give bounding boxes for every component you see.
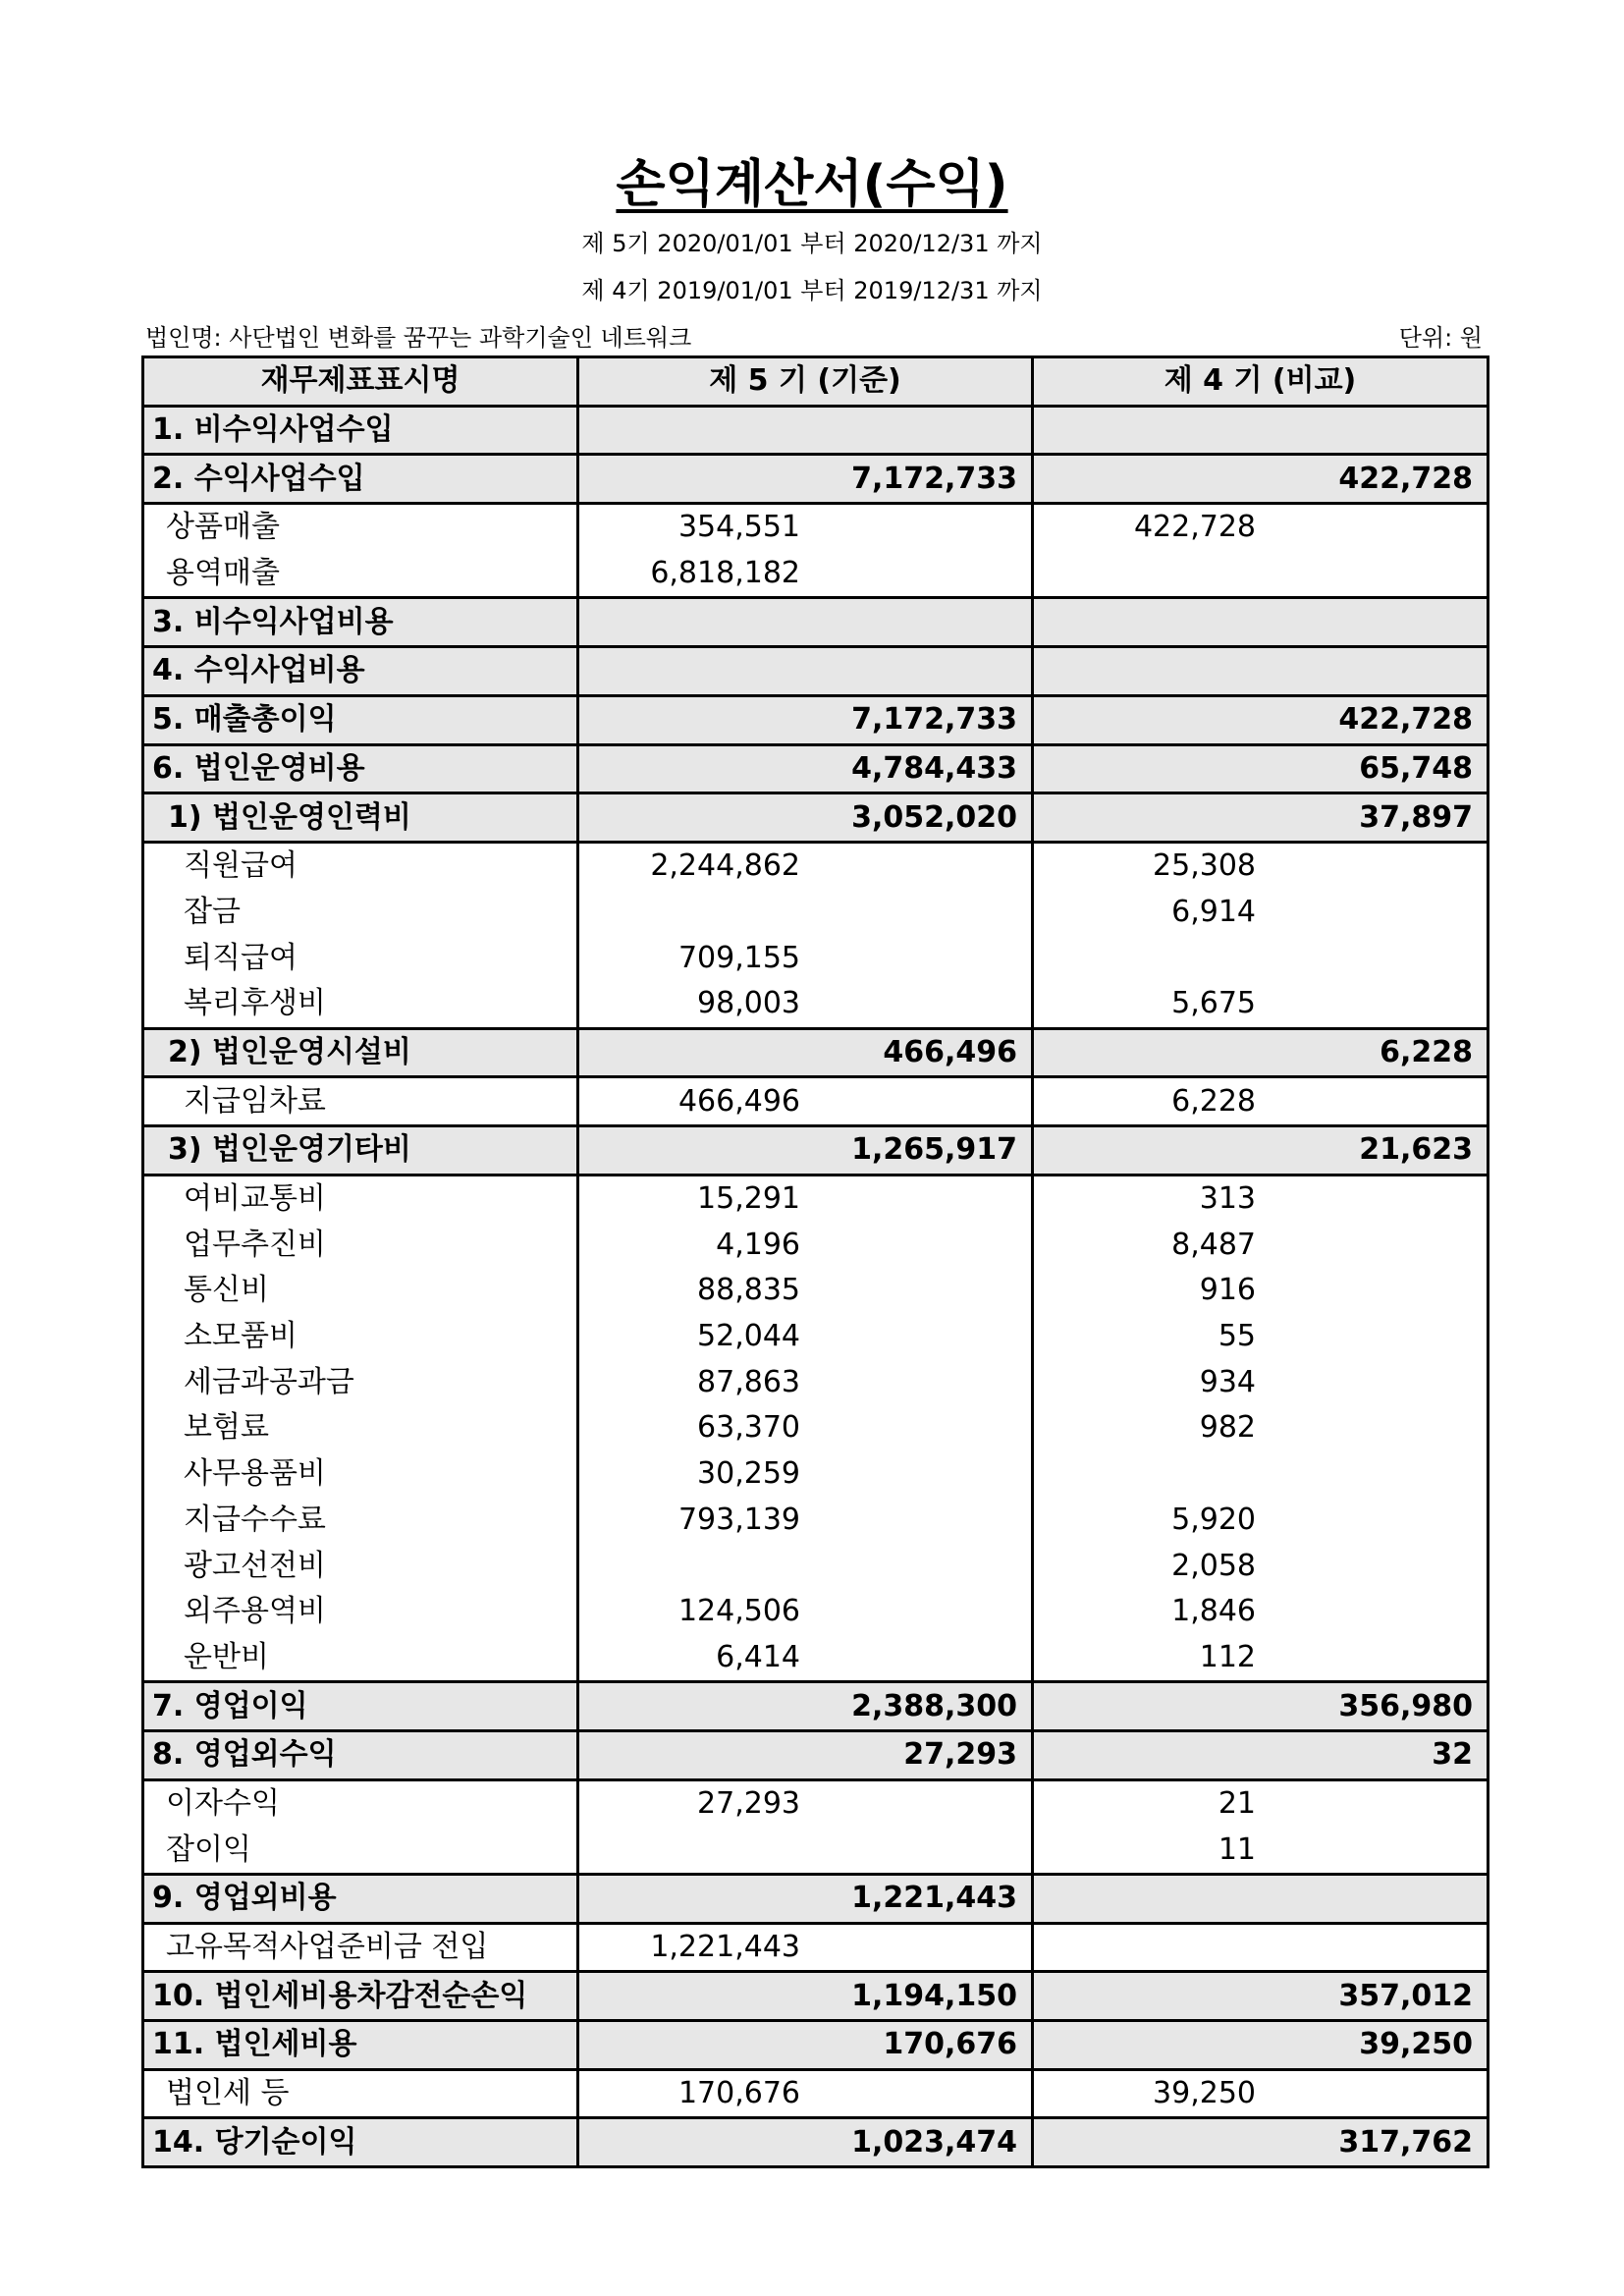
prior-amount-cell	[1033, 1314, 1489, 1360]
current-amount: 88,835	[697, 1273, 800, 1308]
detail-row	[143, 890, 1489, 936]
current-amount-cell	[578, 890, 1033, 936]
account-name: 퇴직급여	[143, 935, 578, 981]
account-name: 세금과공과금	[143, 1359, 578, 1405]
total-row	[143, 2118, 1489, 2167]
account-name: 여비교통비	[143, 1175, 578, 1222]
prior-amount: 422,728	[1033, 455, 1489, 504]
account-name: 11. 법인세비용	[143, 2021, 578, 2070]
current-amount: 7,172,733	[578, 695, 1033, 744]
current-amount-cell	[578, 551, 1033, 598]
detail-row	[143, 1779, 1489, 1827]
total-row	[143, 695, 1489, 744]
detail-row	[143, 1405, 1489, 1451]
current-amount: 1,265,917	[578, 1126, 1033, 1175]
current-amount: 63,370	[697, 1410, 800, 1446]
detail-row	[143, 1827, 1489, 1874]
account-name: 9. 영업외비용	[143, 1875, 578, 1924]
prior-amount-cell	[1033, 935, 1489, 981]
prior-amount: 21	[1218, 1785, 1256, 1821]
current-amount: 170,676	[677, 2076, 800, 2111]
prior-amount-cell	[1033, 890, 1489, 936]
account-name: 2. 수익사업수입	[143, 455, 578, 504]
current-amount-cell	[578, 1827, 1033, 1874]
prior-amount-cell	[1033, 1589, 1489, 1635]
account-name: 4. 수익사업비용	[143, 647, 578, 696]
detail-row	[143, 1635, 1489, 1682]
total-row	[143, 1028, 1489, 1077]
detail-row	[143, 1923, 1489, 1972]
current-amount-cell	[578, 2069, 1033, 2118]
statement-title: 손익계산서(수익)	[616, 155, 1008, 214]
prior-amount-cell	[1033, 1923, 1489, 1972]
current-amount-cell	[578, 1405, 1033, 1451]
current-amount: 1,194,150	[578, 1972, 1033, 2021]
prior-amount-cell	[1033, 2069, 1489, 2118]
prior-amount-cell	[1033, 981, 1489, 1028]
prior-amount: 25,308	[1153, 848, 1256, 884]
current-amount-cell	[578, 1222, 1033, 1268]
current-amount-cell	[578, 1589, 1033, 1635]
current-amount: 6,414	[716, 1639, 800, 1674]
current-amount: 793,139	[677, 1502, 800, 1537]
current-amount	[578, 598, 1033, 647]
prior-amount: 356,980	[1033, 1682, 1489, 1731]
prior-amount	[1033, 406, 1489, 455]
account-name: 8. 영업외수익	[143, 1730, 578, 1779]
corporation-name: 법인명: 사단법인 변화를 꿈꾸는 과학기술인 네트워크	[145, 324, 692, 352]
detail-row	[143, 1175, 1489, 1222]
current-amount: 7,172,733	[578, 455, 1033, 504]
detail-row	[143, 1314, 1489, 1360]
current-amount: 4,784,433	[578, 744, 1033, 793]
current-amount-cell	[578, 981, 1033, 1028]
account-name: 업무추진비	[143, 1222, 578, 1268]
current-amount-cell	[578, 1543, 1033, 1589]
detail-row	[143, 1359, 1489, 1405]
current-amount: 4,196	[716, 1227, 800, 1262]
prior-amount: 6,228	[1171, 1083, 1256, 1119]
current-amount-cell	[578, 1359, 1033, 1405]
account-name: 통신비	[143, 1268, 578, 1314]
current-amount-cell	[578, 1923, 1033, 1972]
account-name: 5. 매출총이익	[143, 695, 578, 744]
prior-amount: 112	[1199, 1639, 1256, 1674]
account-name: 외주용역비	[143, 1589, 578, 1635]
detail-row	[143, 981, 1489, 1028]
current-amount: 27,293	[697, 1785, 800, 1821]
prior-amount: 21,623	[1033, 1126, 1489, 1175]
income-statement-table	[141, 355, 1489, 2168]
prior-amount: 6,228	[1033, 1028, 1489, 1077]
prior-amount: 32	[1033, 1730, 1489, 1779]
current-amount-cell	[578, 1268, 1033, 1314]
prior-amount-cell	[1033, 1779, 1489, 1827]
account-name: 10. 법인세비용차감전순손익	[143, 1972, 578, 2021]
prior-amount: 5,675	[1171, 986, 1256, 1021]
prior-amount-cell	[1033, 1359, 1489, 1405]
prior-amount-cell	[1033, 1498, 1489, 1544]
detail-row	[143, 935, 1489, 981]
current-amount: 27,293	[578, 1730, 1033, 1779]
current-amount-cell	[578, 1451, 1033, 1498]
account-name: 3. 비수익사업비용	[143, 598, 578, 647]
current-amount: 98,003	[697, 986, 800, 1021]
current-amount: 30,259	[697, 1456, 800, 1492]
total-row	[143, 1730, 1489, 1779]
account-name: 6. 법인운영비용	[143, 744, 578, 793]
account-name: 법인세 등	[143, 2069, 578, 2118]
account-name: 복리후생비	[143, 981, 578, 1028]
prior-amount: 357,012	[1033, 1972, 1489, 2021]
prior-amount: 317,762	[1033, 2118, 1489, 2167]
prior-amount-cell	[1033, 1405, 1489, 1451]
prior-amount: 313	[1199, 1181, 1256, 1217]
current-amount: 6,818,182	[650, 556, 800, 591]
period-prior: 제 4기 2019/01/01 부터 2019/12/31 까지	[581, 277, 1043, 304]
current-amount: 1,023,474	[578, 2118, 1033, 2167]
prior-amount: 11	[1218, 1831, 1256, 1867]
detail-row	[143, 1222, 1489, 1268]
account-name: 잡이익	[143, 1827, 578, 1874]
prior-amount: 934	[1199, 1364, 1256, 1399]
current-amount: 15,291	[697, 1181, 800, 1217]
total-row	[143, 598, 1489, 647]
prior-amount-cell	[1033, 1268, 1489, 1314]
prior-amount: 1,846	[1171, 1594, 1256, 1629]
account-name: 직원급여	[143, 842, 578, 889]
table-header-row	[143, 357, 1489, 407]
prior-amount-cell	[1033, 1827, 1489, 1874]
account-name: 잡금	[143, 890, 578, 936]
account-name: 소모품비	[143, 1314, 578, 1360]
detail-row	[143, 1451, 1489, 1498]
current-amount-cell	[578, 842, 1033, 889]
total-row	[143, 1682, 1489, 1731]
current-amount: 354,551	[677, 510, 800, 545]
detail-row	[143, 1077, 1489, 1126]
total-row	[143, 647, 1489, 696]
total-row	[143, 1875, 1489, 1924]
prior-amount: 2,058	[1171, 1548, 1256, 1583]
account-name: 상품매출	[143, 504, 578, 551]
total-row	[143, 793, 1489, 843]
prior-amount-cell	[1033, 842, 1489, 889]
detail-row	[143, 1268, 1489, 1314]
current-amount-cell	[578, 1077, 1033, 1126]
prior-amount	[1033, 598, 1489, 647]
current-amount: 124,506	[677, 1594, 800, 1629]
current-amount	[578, 647, 1033, 696]
current-amount: 2,388,300	[578, 1682, 1033, 1731]
currency-unit: 단위: 원	[1398, 324, 1483, 352]
total-row	[143, 744, 1489, 793]
account-name: 고유목적사업준비금 전입	[143, 1923, 578, 1972]
prior-amount-cell	[1033, 1451, 1489, 1498]
prior-amount	[1033, 1875, 1489, 1924]
current-amount	[578, 406, 1033, 455]
header-prior-period: 제 4 기 (비교)	[1033, 357, 1489, 407]
total-row	[143, 1972, 1489, 2021]
total-row	[143, 2021, 1489, 2070]
detail-row	[143, 504, 1489, 551]
account-name: 14. 당기순이익	[143, 2118, 578, 2167]
total-row	[143, 455, 1489, 504]
current-amount-cell	[578, 504, 1033, 551]
detail-row	[143, 1589, 1489, 1635]
prior-amount: 422,728	[1133, 510, 1256, 545]
prior-amount	[1033, 647, 1489, 696]
prior-amount-cell	[1033, 1222, 1489, 1268]
header-current-period: 제 5 기 (기준)	[578, 357, 1033, 407]
current-amount-cell	[578, 1175, 1033, 1222]
detail-row	[143, 551, 1489, 598]
period-current: 제 5기 2020/01/01 부터 2020/12/31 까지	[581, 230, 1043, 257]
prior-amount-cell	[1033, 551, 1489, 598]
prior-amount-cell	[1033, 1175, 1489, 1222]
prior-amount: 39,250	[1153, 2076, 1256, 2111]
current-amount: 466,496	[578, 1028, 1033, 1077]
prior-amount: 916	[1199, 1273, 1256, 1308]
account-name: 지급임차료	[143, 1077, 578, 1126]
prior-amount-cell	[1033, 1635, 1489, 1682]
current-amount: 709,155	[677, 940, 800, 975]
detail-row	[143, 1543, 1489, 1589]
current-amount-cell	[578, 1635, 1033, 1682]
total-row	[143, 1126, 1489, 1175]
prior-amount: 8,487	[1171, 1227, 1256, 1262]
current-amount: 52,044	[697, 1319, 800, 1354]
current-amount: 1,221,443	[578, 1875, 1033, 1924]
prior-amount-cell	[1033, 1077, 1489, 1126]
prior-amount: 422,728	[1033, 695, 1489, 744]
prior-amount: 5,920	[1171, 1502, 1256, 1537]
current-amount-cell	[578, 1498, 1033, 1544]
account-name: 7. 영업이익	[143, 1682, 578, 1731]
prior-amount-cell	[1033, 1543, 1489, 1589]
account-name: 2) 법인운영시설비	[143, 1028, 578, 1077]
prior-amount: 39,250	[1033, 2021, 1489, 2070]
prior-amount: 6,914	[1171, 894, 1256, 929]
prior-amount: 55	[1218, 1319, 1256, 1354]
detail-row	[143, 842, 1489, 889]
account-name: 보험료	[143, 1405, 578, 1451]
header-account: 재무제표표시명	[143, 357, 578, 407]
prior-amount-cell	[1033, 504, 1489, 551]
account-name: 운반비	[143, 1635, 578, 1682]
account-name: 지급수수료	[143, 1498, 578, 1544]
current-amount-cell	[578, 1779, 1033, 1827]
current-amount: 170,676	[578, 2021, 1033, 2070]
account-name: 1) 법인운영인력비	[143, 793, 578, 843]
current-amount: 2,244,862	[650, 848, 800, 884]
total-row	[143, 406, 1489, 455]
prior-amount: 982	[1199, 1410, 1256, 1446]
detail-row	[143, 2069, 1489, 2118]
account-name: 1. 비수익사업수입	[143, 406, 578, 455]
account-name: 사무용품비	[143, 1451, 578, 1498]
current-amount: 3,052,020	[578, 793, 1033, 843]
current-amount: 87,863	[697, 1364, 800, 1399]
prior-amount: 65,748	[1033, 744, 1489, 793]
prior-amount: 37,897	[1033, 793, 1489, 843]
detail-row	[143, 1498, 1489, 1544]
current-amount: 466,496	[677, 1083, 800, 1119]
account-name: 광고선전비	[143, 1543, 578, 1589]
current-amount-cell	[578, 935, 1033, 981]
current-amount-cell	[578, 1314, 1033, 1360]
account-name: 용역매출	[143, 551, 578, 598]
account-name: 이자수익	[143, 1779, 578, 1827]
account-name: 3) 법인운영기타비	[143, 1126, 578, 1175]
current-amount: 1,221,443	[650, 1930, 800, 1965]
